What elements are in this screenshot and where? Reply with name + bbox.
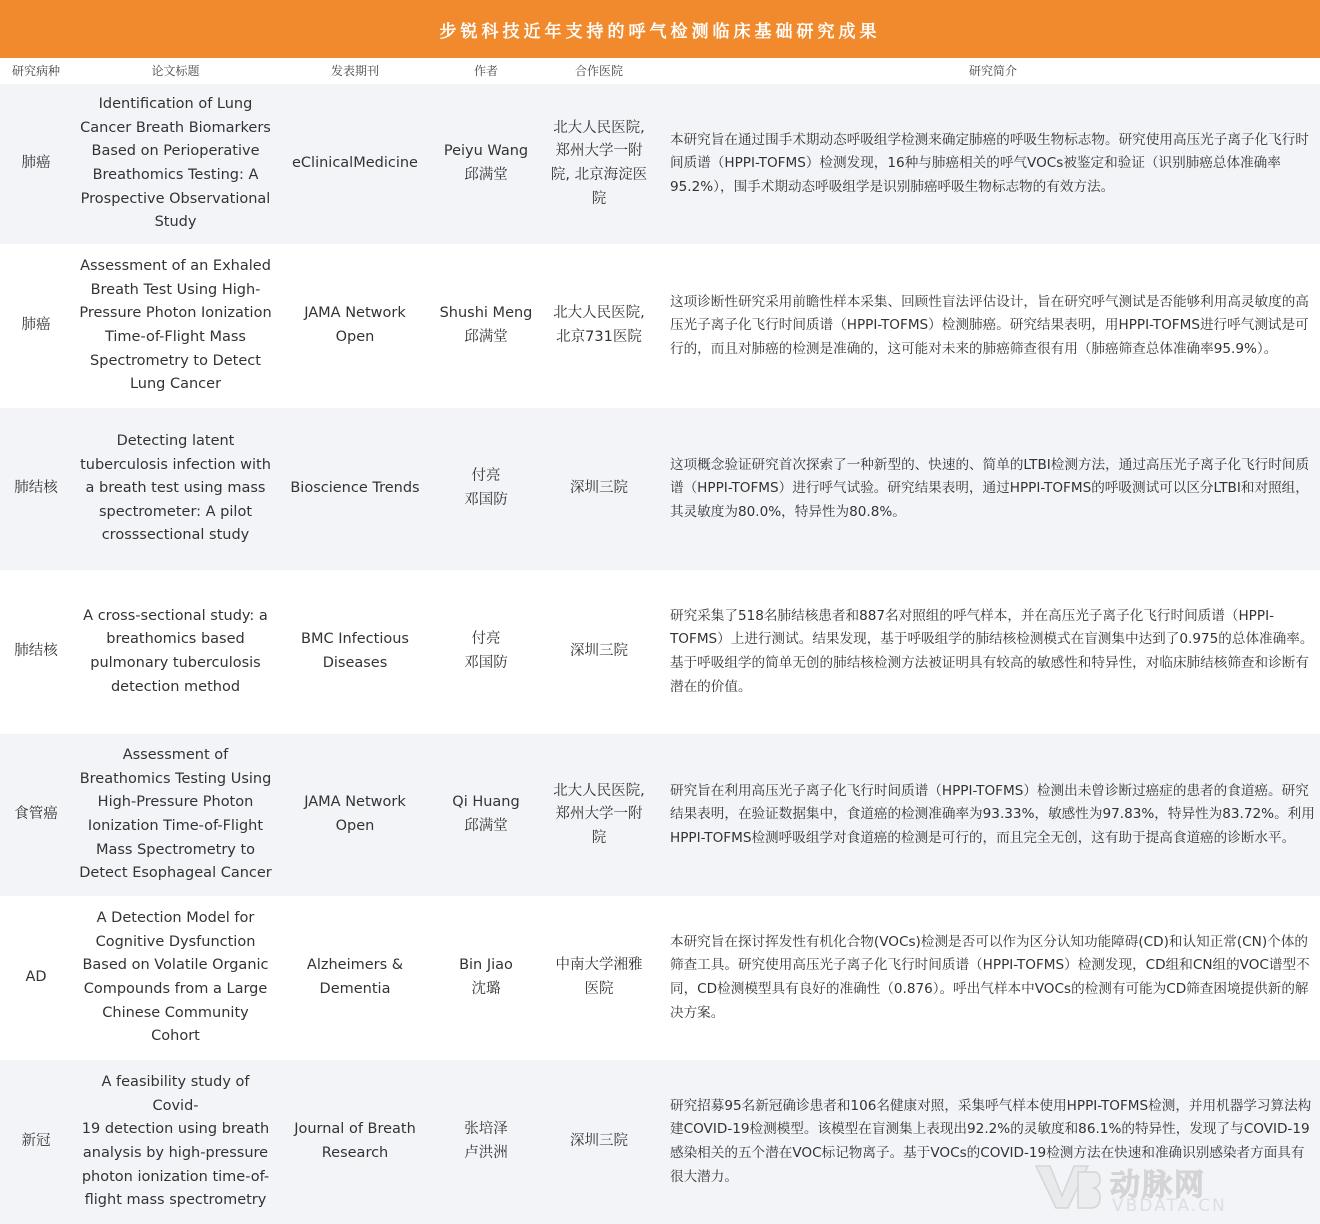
table-row [0,408,1320,570]
table-row [0,896,1320,1060]
table-header [0,58,1320,84]
author-cell: Peiyu Wang 邱满堂 [443,143,529,183]
journal-cell: BMC Infectious Diseases [301,631,409,671]
summary-cell [670,244,1316,408]
watermark-en: VBDATA.CN [1112,1196,1227,1216]
table-row [0,570,1320,734]
journal-cell: Journal of Breath Research [294,1121,416,1161]
header-journal: 发表期刊 [330,64,379,78]
author-cell: 张培泽 卢洪洲 [464,1121,508,1161]
summary-text: 这项概念验证研究首次探索了一种新型的、快速的、简单的LTBI检测方法，通过高压光子离子化飞行时间质谱（HPPI-TOFMS）进行呼气试验。研究结果表明，通过HPPI-TOFMS的呼吸测试可以区分LTBI和对照组，其灵敏度为80.0%，特异性为80.8%。 [670,456,1310,520]
author-cell: Qi Huang 邱满堂 [452,794,520,834]
hospital-cell: 北大人民医院, 北京731医院 [553,305,645,345]
hospital-cell: 深圳三院 [570,1133,628,1150]
header-author: 作者 [473,64,498,78]
table-row [0,244,1320,408]
author-cell: 付亮 邓国防 [464,631,508,671]
header-disease: 研究病种 [11,64,60,78]
disease-cell: 食管癌 [14,806,58,823]
hospital-cell: 深圳三院 [570,480,628,497]
summary-text: 研究旨在利用高压光子离子化飞行时间质谱（HPPI-TOFMS）检测出未曾诊断过癌症的患者的食道癌。研究结果表明，在验证数据集中，食道癌的检测准确率为93.33%，敏感性为97.83%，特异性为83.72%。利用HPPI-TOFMS检测呼吸组学对食道癌的检测是可行的，而且完全无创，这有助于提高食道癌的诊断水平。 [670,782,1315,846]
watermark-cn: 动脉网 [1110,1168,1206,1203]
paper-title-cell: A cross-sectional study: a breathomics based pulmonary tuberculosis detection method [83,607,268,695]
journal-cell: eClinicalMedicine [292,155,418,172]
header-summary: 研究简介 [968,64,1017,78]
summary-cell [670,734,1316,896]
hospital-cell: 深圳三院 [570,643,628,660]
disease-cell: 新冠 [21,1133,51,1150]
page-title: 步锐科技近年支持的呼气检测临床基础研究成果 [439,21,881,42]
watermark [1032,1158,1302,1216]
summary-text: 研究采集了518名肺结核患者和887名对照组的呼气样本，并在高压光子离子化飞行时间质谱（HPPI-TOFMS）上进行测试。结果发现，基于呼吸组学的肺结核检测模式在盲测集中达到了0.975的总体准确率。基于呼吸组学的简单无创的肺结核检测方法被证明具有较高的敏感性和特异性，对临床肺结核筛查和诊断有潜在的价值。 [670,607,1314,695]
paper-title-cell: Assessment of an Exhaled Breath Test Using High- Pressure Photon Ionization Time-of-Flight Mass Spectrometry to Detect Lung Cancer [79,258,272,393]
journal-cell: Bioscience Trends [290,480,420,497]
summary-cell [670,896,1316,1060]
header-title: 论文标题 [151,64,200,78]
title-bar [0,0,1320,58]
journal-cell: Alzheimers & Dementia [306,957,404,997]
author-cell: Bin Jiao 沈璐 [459,957,513,997]
summary-cell [670,408,1316,570]
table-row [0,734,1320,896]
disease-cell: 肺癌 [21,317,51,334]
paper-title-cell: A feasibility study of Covid- 19 detection using breath analysis by high-pressure photon ionization time-of- flight mass spectrometry [81,1074,270,1209]
summary-text: 研究招募95名新冠确诊患者和106名健康对照，采集呼气样本使用HPPI-TOFMS检测，并用机器学习算法构建COVID-19检测模型。该模型在盲测集上表现出92.2%的灵敏度和86.1%的特异性，发现了与COVID-19感染相关的五个潜在VOC标记物离子。基于VOCs的COVID-19检测方法在快速和准确识别感染者方面具有很大潜力。 [670,1097,1312,1185]
disease-cell: 肺结核 [14,480,58,497]
journal-cell: JAMA Network Open [304,305,406,345]
summary-text: 本研究旨在探讨挥发性有机化合物(VOCs)检测是否可以作为区分认知功能障碍(CD)和认知正常(CN)个体的筛查工具。研究使用高压光子离子化飞行时间质谱（HPPI-TOFMS）检测发现，CD组和CN组的VOC谱型不同，CD检测模型具有良好的准确性（0.876）。呼出气样本中VOCs的检测有可能为CD筛查困境提供新的解决方案。 [670,933,1310,1021]
table-row [0,84,1320,244]
hospital-cell: 北大人民医院, 郑州大学一附 院 [553,782,645,846]
summary-cell [670,570,1316,734]
author-cell: Shushi Meng 邱满堂 [439,305,533,345]
summary-text: 这项诊断性研究采用前瞻性样本采集、回顾性盲法评估设计，旨在研究呼气测试是否能够利用高灵敏度的高压光子离子化飞行时间质谱（HPPI-TOFMS）检测肺癌。研究结果表明，用HPPI-TOFMS进行呼气测试是可行的，而且对肺癌的检测是准确的，这可能对未来的肺癌筛查很有用（肺癌筛查总体准确率95.9%）。 [670,293,1309,357]
disease-cell: 肺癌 [21,155,51,172]
disease-cell: AD [25,969,47,986]
paper-title-cell: A Detection Model for Cognitive Dysfunction Based on Volatile Organic Compounds from a Large Chinese Community Cohort [82,910,269,1045]
paper-title-cell: Identification of Lung Cancer Breath Biomarkers Based on Perioperative Breathomics Testing: A Prospective Observational Study [80,96,271,231]
summary-text: 本研究旨在通过围手术期动态呼吸组学检测来确定肺癌的呼吸生物标志物。研究使用高压光子离子化飞行时间质谱（HPPI-TOFMS）检测发现，16种与肺癌相关的呼气VOCs被鉴定和验证（识别肺癌总体准确率95.2%），围手术期动态呼吸组学是识别肺癌呼吸生物标志物的有效方法。 [670,131,1309,195]
hospital-cell: 北大人民医院, 郑州大学一附 院, 北京海淀医 院 [550,119,648,207]
disease-cell: 肺结核 [14,643,58,660]
summary-cell [670,84,1316,244]
paper-title-cell: Assessment of Breathomics Testing Using High-Pressure Photon Ionization Time-of-Flight Mass Spectrometry to Detect Esophageal Cancer [79,747,272,882]
hospital-cell: 中南大学湘雅 医院 [555,957,643,997]
journal-cell: JAMA Network Open [304,794,406,834]
header-hospital: 合作医院 [574,64,623,78]
author-cell: 付亮 邓国防 [464,468,508,508]
vbdata-logo-icon [1032,1162,1102,1212]
paper-title-cell: Detecting latent tuberculosis infection with a breath test using mass spectrometer: A pilot crosssectional study [80,433,271,544]
